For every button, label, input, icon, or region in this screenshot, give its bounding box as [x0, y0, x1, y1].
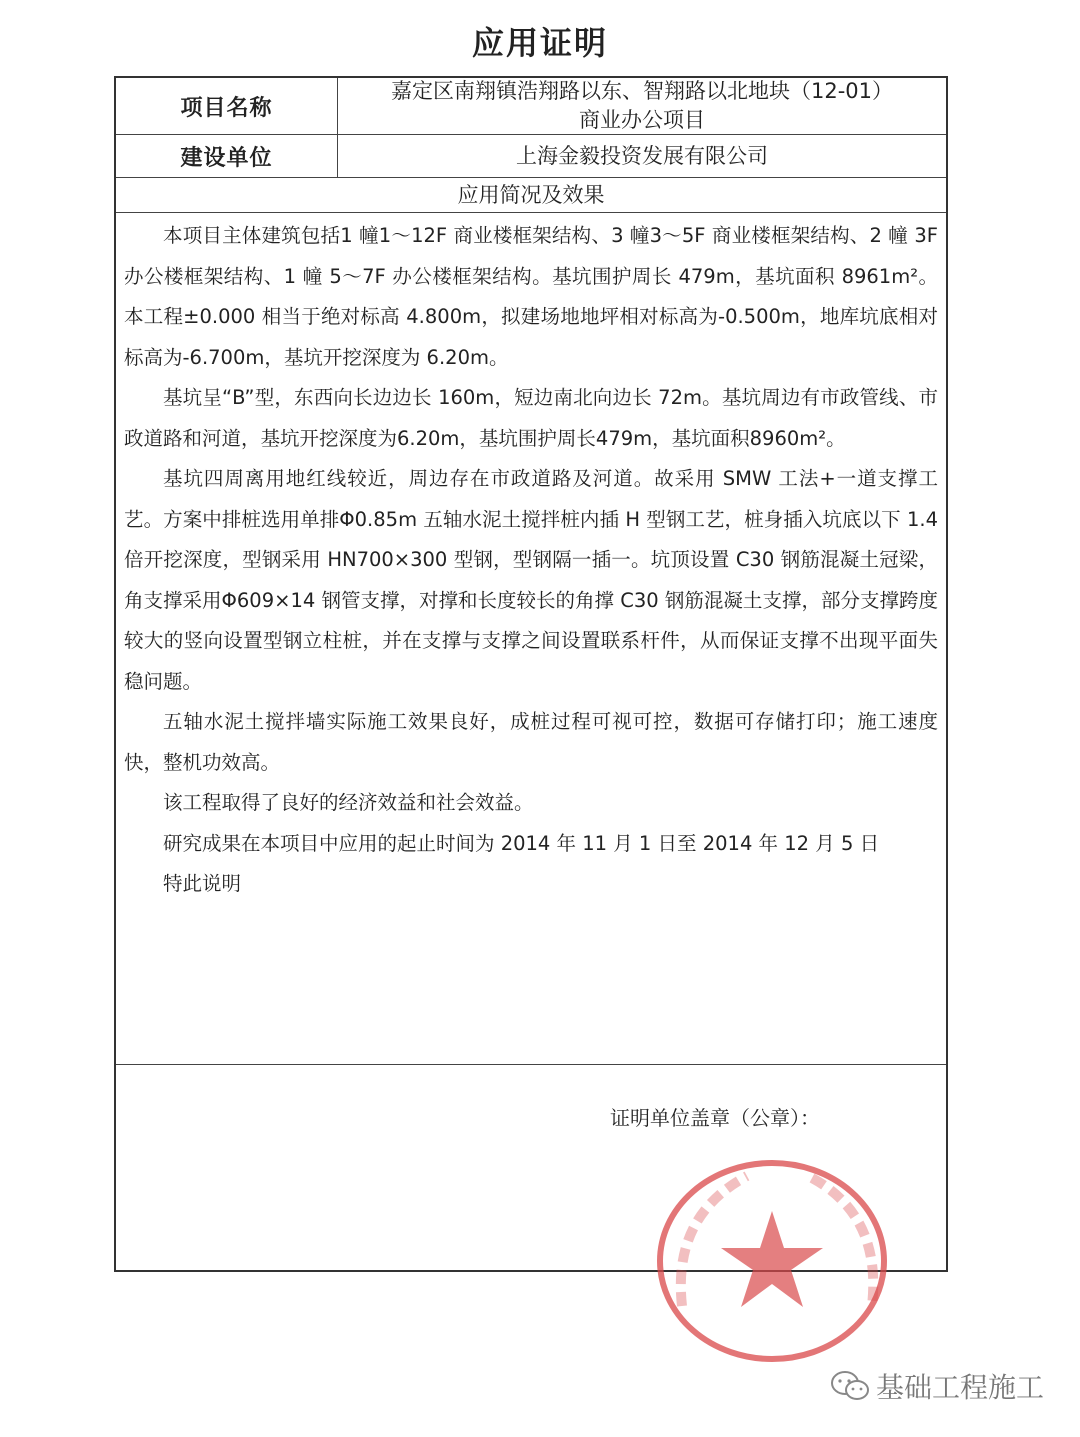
signature-divider	[116, 1064, 946, 1065]
project-name-row	[116, 78, 946, 135]
official-seal-icon	[652, 1156, 892, 1366]
project-name-value	[338, 78, 946, 134]
certificate-table	[114, 76, 948, 1272]
paragraph-2: 基坑呈“B”型，东西向长边边长 160m，短边南北向边长 72m。基坑周边有市政管线、市政道路和河道，基坑开挖深度为6.20m，基坑围护周长479m，基坑面积8960m²。	[124, 386, 938, 450]
builder-value: 上海金毅投资发展有限公司	[516, 143, 768, 168]
wechat-icon	[830, 1369, 870, 1403]
project-name-label: 项目名称	[116, 78, 338, 134]
builder-label: 建设单位	[116, 135, 338, 177]
page-title: 应用证明	[471, 24, 608, 62]
signature-label: 证明单位盖章（公章）：	[610, 1106, 820, 1130]
application-description	[124, 216, 938, 905]
section-header: 应用简况及效果	[116, 178, 946, 213]
watermark-text: 基础工程施工	[875, 1371, 1044, 1404]
paragraph-5: 该工程取得了良好的经济效益和社会效益。	[163, 791, 534, 814]
project-name-line2: 商业办公项目	[579, 108, 705, 132]
paragraph-4: 五轴水泥土搅拌墙实际施工效果良好，成桩过程可视可控，数据可存储打印；施工速度快，整机功效高。	[124, 710, 938, 774]
paragraph-1: 本项目主体建筑包括1 幢1～12F 商业楼框架结构、3 幢3～5F 商业楼框架结构、2 幢 3F 办公楼框架结构、1 幢 5～7F 办公楼框架结构。基坑围护周长 479m，基坑面积 8961m²。本工程±0.000 相当于绝对标高 4.800m，拟建场地地坪相对标高为-0.500m，地库坑底相对标高为-6.700m，基坑开挖深度为 6.20m。	[124, 224, 938, 369]
paragraph-7: 特此说明	[163, 872, 242, 895]
paragraph-6: 研究成果在本项目中应用的起止时间为 2014 年 11 月 1 日至 2014 年 12 月 5 日	[163, 831, 880, 855]
builder-row	[116, 135, 946, 178]
wechat-watermark	[830, 1366, 1044, 1406]
paragraph-3: 基坑四周离用地红线较近，周边存在市政道路及河道。故采用 SMW 工法+一道支撑工艺。方案中排桩选用单排Φ0.85m 五轴水泥土搅拌桩内插 H 型钢工艺，桩身插入坑底以下 1.4 倍开挖深度，型钢采用 HN700×300 型钢，型钢隔一插一。坑顶设置 C30 钢筋混凝土冠梁，角支撑采用Φ609×14 钢管支撑，对撑和长度较长的角撑 C30 钢筋混凝土支撑，部分支撑跨度较大的竖向设置型钢立柱桩，并在支撑与支撑之间设置联系杆件，从而保证支撑不出现平面失稳问题。	[124, 467, 938, 693]
project-name-line1: 嘉定区南翔镇浩翔路以东、智翔路以北地块（12-01）	[390, 79, 894, 103]
